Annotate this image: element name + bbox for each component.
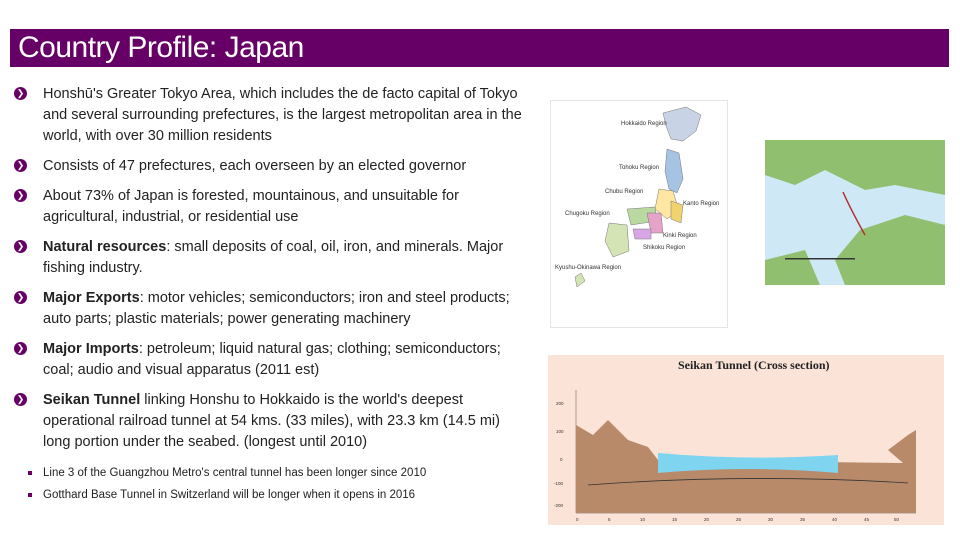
map-label: Chugoku Region: [565, 211, 610, 217]
bullet-icon: ❯: [14, 159, 27, 172]
japan-regions-map: [550, 100, 728, 328]
square-bullet-icon: [28, 471, 32, 475]
bullet-item: ❯ Natural resources: small deposits of coal, oil, iron, and minerals. Major fishing industry.: [14, 237, 524, 279]
bullet-item: ❯ Honshū's Greater Tokyo Area, which includes the de facto capital of Tokyo and several surrounding prefectures, is the largest metropolitan area in the world, with over 30 million residents: [14, 84, 524, 147]
bullet-icon: ❯: [14, 393, 27, 406]
y-tick-label: 200: [556, 401, 564, 406]
map-label: Tohoku Region: [619, 165, 660, 171]
x-tick-label: 15: [672, 517, 678, 522]
map-label: Hokkaido Region: [621, 121, 667, 127]
title-bar: [10, 29, 949, 67]
bullet-icon: ❯: [14, 342, 27, 355]
x-tick-label: 20: [704, 517, 710, 522]
x-tick-label: 5: [608, 517, 611, 522]
map-label: Kyushu-Okinawa Region: [555, 265, 622, 271]
map-label: Kinki Region: [663, 233, 697, 239]
bullet-item: ❯ Major Exports: motor vehicles; semiconductors; iron and steel products; auto parts; plastic materials; power generating machinery: [14, 288, 524, 330]
square-bullet-icon: [28, 493, 32, 497]
map-label: Kanto Region: [683, 201, 720, 207]
bullet-icon: ❯: [14, 189, 27, 202]
y-tick-label: -200: [554, 503, 564, 508]
bullet-list: [14, 84, 524, 506]
bullet-icon: ❯: [14, 87, 27, 100]
bullet-icon: ❯: [14, 291, 27, 304]
bullet-item: ❯ Seikan Tunnel linking Honshu to Hokkaido is the world's deepest operational railroad tunnel at 54 kms. (33 miles), with 23.3 km (14.5 mi) long portion under the seabed. (longest until 2010): [14, 390, 524, 453]
x-tick-label: 30: [768, 517, 774, 522]
bullet-item: ❯ Consists of 47 prefectures, each overseen by an elected governor: [14, 156, 524, 177]
x-tick-label: 45: [864, 517, 870, 522]
diagram-title: Seikan Tunnel (Cross section): [678, 358, 830, 372]
x-tick-label: 40: [832, 517, 838, 522]
bullet-icon: ❯: [14, 240, 27, 253]
y-tick-label: 100: [556, 429, 564, 434]
y-tick-label: 0: [560, 457, 563, 462]
y-tick-label: -100: [554, 481, 564, 486]
sub-bullet-item: Gotthard Base Tunnel in Switzerland will be longer when it opens in 2016: [14, 484, 524, 506]
bullet-item: ❯ Major Imports: petroleum; liquid natural gas; clothing; semiconductors; coal; audio and visual apparatus (2011 est): [14, 339, 524, 381]
tunnel-cross-section: [548, 355, 944, 525]
bullet-item: ❯ About 73% of Japan is forested, mountainous, and unsuitable for agricultural, industrial, or residential use: [14, 186, 524, 228]
x-tick-label: 10: [640, 517, 646, 522]
x-tick-label: 35: [800, 517, 806, 522]
x-tick-label: 25: [736, 517, 742, 522]
x-tick-label: 0: [576, 517, 579, 522]
tunnel-route: [843, 192, 865, 235]
strait-inset-map: [765, 140, 945, 285]
map-label: Chubu Region: [605, 189, 644, 195]
map-label: Shikoku Region: [643, 245, 686, 251]
sub-bullet-item: Line 3 of the Guangzhou Metro's central tunnel has been longer since 2010: [14, 462, 524, 484]
x-tick-label: 50: [894, 517, 900, 522]
page-title: Country Profile: Japan: [18, 31, 304, 64]
